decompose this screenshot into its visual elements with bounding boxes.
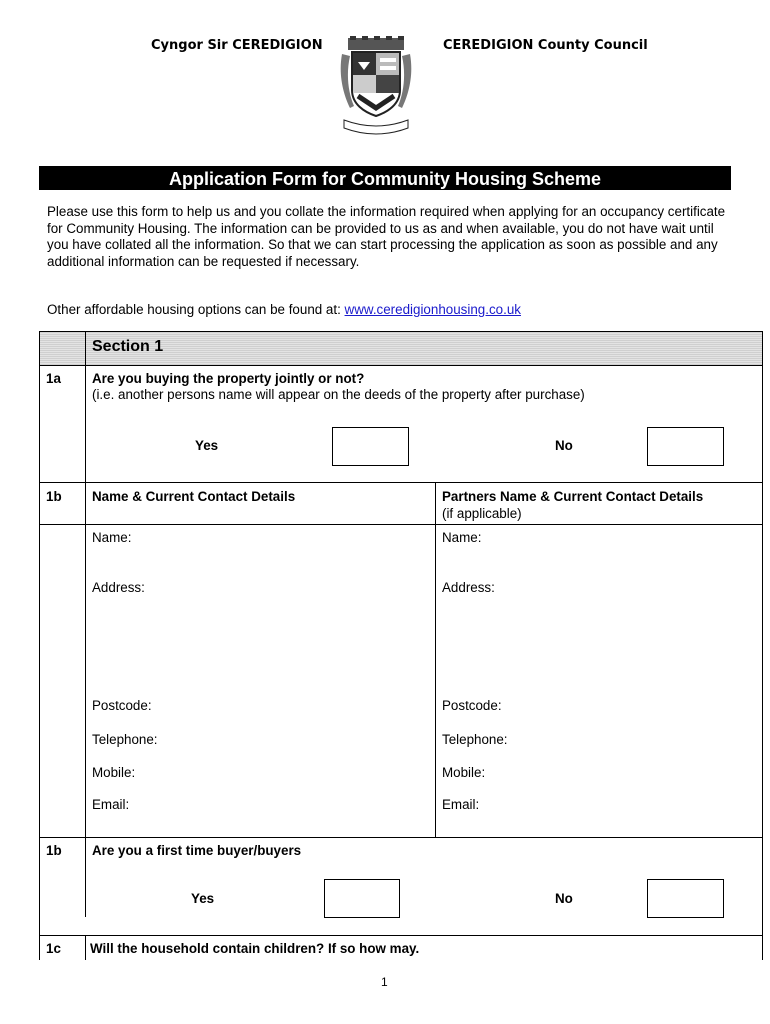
partner-address-field-label[interactable]: Address:: [442, 580, 495, 595]
buyer-yes-label: Yes: [191, 891, 215, 906]
page-number: 1: [381, 975, 388, 989]
partner-name-field-label[interactable]: Name:: [442, 530, 482, 545]
row-divider: [39, 365, 763, 366]
question-number-1b: 1b: [46, 489, 62, 504]
table-col-divider: [85, 331, 86, 917]
table-col-divider: [85, 935, 86, 960]
row-divider: [39, 524, 763, 525]
name-field-label[interactable]: Name:: [92, 530, 132, 545]
partner-contact-heading: Partners Name & Current Contact Details: [442, 489, 704, 504]
partner-telephone-field-label[interactable]: Telephone:: [442, 732, 508, 747]
buyer-no-checkbox[interactable]: [647, 879, 724, 918]
intro-paragraph: Please use this form to help us and you collate the information required when applying for an occupancy certificate for Community Housing. The information can be provided to us as and when available, you do not have wait until you have collated all the information. So that we can start processing the application as soon as possible and any additional information can be requested if necessary.: [47, 204, 726, 269]
other-options-text: [47, 302, 521, 317]
question-number-1b-buyer: 1b: [46, 843, 62, 858]
question-1a-note: (i.e. another persons name will appear on the deeds of the property after purchase): [92, 387, 585, 402]
partner-email-field-label[interactable]: Email:: [442, 797, 480, 812]
children-question: Will the household contain children? If so how may.: [90, 941, 420, 956]
row-divider: [39, 935, 763, 936]
mobile-field-label[interactable]: Mobile:: [92, 765, 136, 780]
question-number-1c: 1c: [46, 941, 61, 956]
telephone-field-label[interactable]: Telephone:: [92, 732, 158, 747]
contact-col-divider: [435, 482, 436, 838]
header-english-name: CEREDIGION County Council: [443, 38, 648, 53]
form-title: Application Form for Community Housing Scheme: [39, 166, 731, 190]
contact-details-heading: Name & Current Contact Details: [92, 489, 296, 504]
partner-postcode-field-label[interactable]: Postcode:: [442, 698, 502, 713]
q1a-yes-checkbox[interactable]: [332, 427, 409, 466]
table-border-right: [762, 331, 763, 960]
question-1a-text: Are you buying the property jointly or not?: [92, 371, 365, 386]
q1a-no-checkbox[interactable]: [647, 427, 724, 466]
section-title-shade: [86, 332, 762, 365]
table-border-left: [39, 331, 40, 960]
q1a-no-label: No: [555, 438, 573, 453]
ceredigion-housing-link[interactable]: www.ceredigionhousing.co.uk: [344, 302, 521, 317]
section-title: Section 1: [92, 338, 164, 355]
section-num-shade: [40, 332, 85, 365]
postcode-field-label[interactable]: Postcode:: [92, 698, 152, 713]
council-crest-logo: [340, 36, 412, 136]
buyer-no-label: No: [555, 891, 573, 906]
q1a-yes-label: Yes: [195, 438, 219, 453]
email-field-label[interactable]: Email:: [92, 797, 130, 812]
partner-mobile-field-label[interactable]: Mobile:: [442, 765, 486, 780]
other-options-label: Other affordable housing options can be found at:: [47, 302, 345, 317]
address-field-label[interactable]: Address:: [92, 580, 145, 595]
question-number-1a: 1a: [46, 371, 61, 386]
buyer-yes-checkbox[interactable]: [324, 879, 400, 918]
row-divider: [39, 482, 763, 483]
row-divider: [39, 837, 763, 838]
first-time-buyer-question: Are you a first time buyer/buyers: [92, 843, 302, 858]
partner-contact-subheading: (if applicable): [442, 506, 522, 521]
header-welsh-name: Cyngor Sir CEREDIGION: [151, 38, 323, 53]
